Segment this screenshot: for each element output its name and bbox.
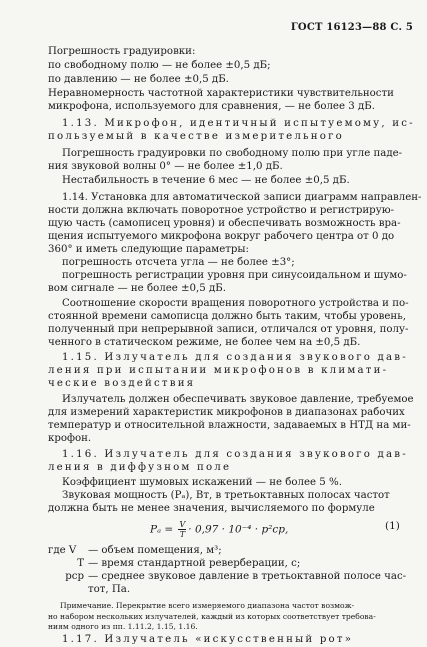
fraction-denominator: T [179, 530, 186, 539]
fraction-numerator: V [179, 520, 186, 529]
text-line: для измерений характеристик микрофонов в диапазонах рабочих [48, 407, 405, 418]
text-line: 1.14. Установка для автоматической записи диаграмм направлен- [62, 192, 422, 203]
where-text: — время стандартной реверберации, с; [88, 558, 301, 569]
text-line: вом сигнале — не более ±0,5 дБ. [48, 283, 226, 294]
section-heading: ления в диффузном поле [48, 462, 232, 473]
page-header: ГОСТ 16123—88 С. 5 [290, 22, 413, 33]
text-line: щения испытуемого микрофона вокруг рабочего центра от 0 до [48, 231, 395, 242]
text-line: крофон. [48, 433, 92, 444]
text-line: температур и относительной влажности, задаваемых в НТД на ми- [48, 420, 411, 431]
text-line: погрешность отсчета угла — не более ±3°; [62, 257, 295, 268]
text-line: должна быть не менее значения, вычисляемого по формуле [48, 503, 375, 514]
section-heading: 1.15. Излучатель для создания звукового дав- [62, 352, 408, 363]
formula-fraction [178, 520, 186, 539]
text-line: 360° и иметь следующие параметры: [48, 244, 249, 255]
formula [0, 514, 427, 540]
text-line: Соотношение скорости вращения поворотного устройства и по- [62, 298, 409, 309]
text-line: по давлению — не более ±0,5 дБ. [48, 74, 229, 85]
text-line: Излучатель должен обеспечивать звуковое давление, требуемое [62, 394, 414, 405]
text-line: Коэффициент шумовых искажений — не более 5 %. [62, 477, 342, 488]
where-text: — объем помещения, м³; [88, 545, 222, 556]
where-symbol: pср [65, 571, 84, 582]
formula-rhs: · 0,97 · 10⁻⁴ · p²ср, [188, 523, 289, 536]
text-line: микрофона, используемого для сравнения, — не более 3 дБ. [48, 101, 375, 112]
where-line [48, 571, 407, 583]
note-line: Примечание. Перекрытие всего измеряемого диапазона частот возмож- [60, 601, 355, 610]
where-line [48, 545, 398, 557]
section-heading: пользуемый в качестве измерительного [48, 131, 344, 142]
text-line: ности должна включать поворотное устройство и регистрирую- [48, 205, 395, 216]
note-line: но набором нескольких излучателей, каждый из которых соответствует требова- [48, 612, 376, 621]
text-line: Погрешность градуировки по свободному полю при угле паде- [62, 148, 403, 159]
text-line: по свободному полю — не более ±0,5 дБ; [48, 60, 271, 71]
note-line: ниям одного из пп. 1.11.2, 1.15, 1.16. [48, 622, 198, 631]
text-line: ния звуковой волны 0° — не более ±1,0 дБ. [48, 161, 283, 172]
section-heading: 1.13. Микрофон, идентичный испытуемому, ис- [62, 118, 415, 129]
text-line: Нестабильность в течение 6 мес — не более ±0,5 дБ. [62, 175, 350, 186]
section-heading: 1.17. Излучатель «искусственный рот» [62, 634, 354, 645]
text-line: Погрешность градуировки: [48, 46, 196, 57]
text-line: Звуковая мощность (Pₐ), Вт, в третьоктавных полосах частот [62, 490, 390, 501]
text-line: стоянной времени самописца должно быть таким, чтобы уровень, [48, 311, 407, 322]
where-symbol: T [77, 558, 84, 569]
text-line: щую часть (самописец уровня) и обеспечивать возможность вра- [48, 218, 401, 229]
where-line [48, 584, 398, 596]
section-heading: 1.16. Излучатель для создания звукового дав- [62, 449, 408, 460]
where-symbol: где V [48, 545, 77, 556]
where-text: тот, Па. [88, 584, 131, 595]
formula-lhs: Pₐ = [150, 523, 177, 536]
text-line: погрешность регистрации уровня при синусоидальном и шумо- [62, 270, 407, 281]
text-line: Неравномерность частотной характеристики чувствительности [48, 88, 394, 99]
text-line: ченного в статическом режиме, не более чем на ±0,5 дБ. [48, 337, 361, 348]
section-heading: ления при испытании микрофонов в климати- [48, 365, 389, 376]
where-text: — среднее звуковое давление в третьоктавной полосе час- [88, 571, 407, 582]
section-heading: ческие воздействия [48, 378, 196, 389]
text-line: полученный при непрерывной записи, отличался от уровня, полу- [48, 324, 409, 335]
formula-number: (1) [385, 520, 400, 532]
where-line [48, 558, 398, 570]
